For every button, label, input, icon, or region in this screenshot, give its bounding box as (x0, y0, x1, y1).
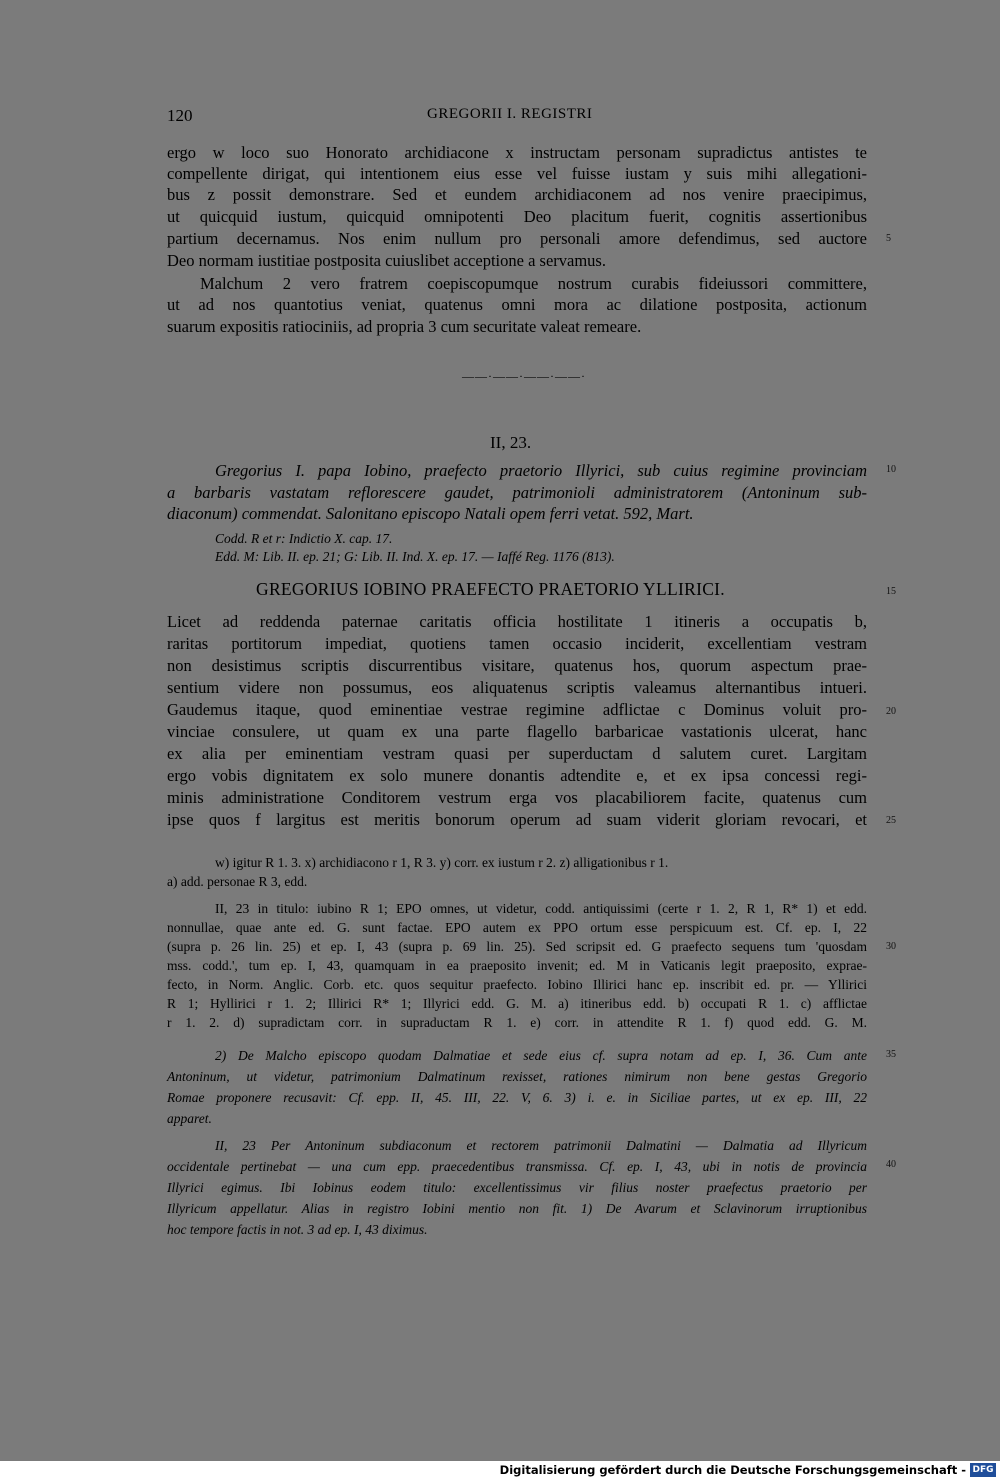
footer-credit: Digitalisierung gefördert durch die Deutsche Forschungsgemeinschaft - (499, 1463, 966, 1477)
editions-line: Edd. M: Lib. II. ep. 21; G: Lib. II. Ind. X. ep. 17. — Iaffé Reg. 1176 (813). (215, 549, 615, 564)
body-line: Gaudemus itaque, quod eminentiae vestrae regimine adflictae c Dominus voluit pro- (167, 700, 867, 719)
apparatus-line: nonnullae, quae ante ed. G. sunt factae. EPO autem ex PPO ortum esse perspicuum est. Cf. ep. I, 22 (167, 920, 867, 935)
text-line: ut quicquid iustum, quicquid omnipotenti Deo placitum fuerit, cognitis assertionibus (167, 207, 867, 226)
note-line: II, 23 Per Antoninum subdiaconum et rectorem patrimonii Dalmatini — Dalmatia ad Illyricum (215, 1138, 867, 1153)
apparatus-line: fecto, in Norm. Anglic. Corb. etc. quos sequitur praefecto. Iobino Illirici hanc ep. inscribit ed. pr. — Yllirici (167, 977, 867, 992)
note-line: hoc tempore factis in not. 3 ad ep. I, 43 diximus. (167, 1222, 428, 1237)
note-line: Romae proponere recusavit: Cf. epp. II, 45. III, 22. V, 6. 3) i. e. in Siciliae partes, ut ex ep. III, 22 (167, 1090, 867, 1105)
line-number: 20 (886, 706, 896, 717)
section-separator: ——·——·——·——· (462, 369, 586, 383)
text-line: bus z possit demonstrare. Sed et eundem archidiaconem ad nos venire praecipimus, (167, 185, 867, 204)
text-line: suarum expositis ratiociniis, ad propria 3 cum securitate valeat remeare. (167, 317, 642, 336)
line-number: 5 (886, 233, 891, 244)
text-line: Malchum 2 vero fratrem coepiscopumque nostrum curabis fideiussori committere, (200, 274, 867, 293)
summary-line: diaconum) commendat. Salonitano episcopo Natali opem ferri vetat. 592, Mart. (167, 504, 694, 523)
text-line: compellente dirigat, qui intentionem eius esse vel fuisse iustam y suis mihi allegationi- (167, 164, 867, 183)
apparatus-line: (supra p. 26 lin. 25) et ep. I, 43 (supra p. 69 lin. 25). Sed scripsit ed. G praefecto sequens tum 'quosdam (167, 939, 867, 954)
text-line: ergo w loco suo Honorato archidiacone x instructam personam supradictus antistes te (167, 143, 867, 162)
summary-line: Gregorius I. papa Iobino, praefecto praetorio Illyrici, sub cuius regimine provinciam (215, 461, 867, 480)
apparatus-line: II, 23 in titulo: iubino R 1; EPO omnes, ut videtur, codd. antiquissimi (certe r 1. 2, R 1, R* 1) et edd. (215, 901, 867, 916)
body-line: ex alia per eminentiam vestram quasi per superductam d salutem curet. Largitam (167, 744, 867, 763)
apparatus-line: R 1; Hyllirici r 1. 2; Illirici R* 1; Illyrici edd. G. M. a) itineribus edd. b) occupati R 1. c) afflictae (167, 996, 867, 1011)
page-number: 120 (167, 106, 193, 125)
text-line: Deo normam iustitiae postposita cuiuslibet acceptione a servamus. (167, 251, 606, 270)
line-number: 30 (886, 941, 896, 952)
line-number: 40 (886, 1159, 896, 1170)
note-line: occidentale pertinebat — una cum epp. praecedentibus transmissa. Cf. ep. I, 43, ubi in notis de provincia (167, 1159, 867, 1174)
digitization-footer (0, 1461, 1000, 1479)
body-line: minis administratione Conditorem vestrum erga vos placabiliorem facite, quatenus cum (167, 788, 867, 807)
summary-line: a barbaris vastatam reflorescere gaudet, patrimonioli administratorem (Antoninum sub- (167, 483, 867, 502)
text-line: partium decernamus. Nos enim nullum pro personali amore defendimus, sed auctore (167, 229, 867, 248)
running-title: GREGORII I. REGISTRI (427, 106, 593, 122)
body-line: vinciae consulere, ut quam ex una parte flagello barbaricae vastationis ulcerat, hanc (167, 722, 867, 741)
body-line: Licet ad reddenda paternae caritatis officia hostilitate 1 itineris a occupatis b, (167, 612, 867, 631)
apparatus-line: mss. codd.', tum ep. I, 43, quamquam in ea praeposito invenit; ed. M in Vaticanis legit praeposito, exprae- (167, 958, 867, 973)
body-line: non desistimus scriptis discurrentibus visitare, quatenus hos, quorum aspectum prae- (167, 656, 867, 675)
apparatus-line: r 1. 2. d) supradictam corr. in supraductam R 1. e) corr. in attendite R 1. f) quod edd. G. M. (167, 1015, 867, 1030)
letter-heading: GREGORIUS IOBINO PRAEFECTO PRAETORIO YLLIRICI. (256, 579, 725, 599)
dfg-logo: DFG (970, 1463, 996, 1477)
apparatus-line: a) add. personae R 3, edd. (167, 874, 308, 889)
note-line: Illyricum appellatur. Alias in registro Iobini mentio non fit. 1) De Avarum et Sclavinorum irruptionibus (167, 1201, 867, 1216)
note-line: 2) De Malcho episcopo quodam Dalmatiae et sede eius cf. supra notam ad ep. I, 36. Cum ante (215, 1048, 867, 1063)
line-number: 10 (886, 464, 896, 475)
body-line: raritas portitorum impediat, quotiens tamen occasio inciderit, excellentiam vestram (167, 634, 867, 653)
apparatus-line: w) igitur R 1. 3. x) archidiacono r 1, R 3. y) corr. ex iustum r 2. z) alligationibus r 1. (215, 855, 669, 870)
body-line: sentium videre non possumus, eos aliquatenus scriptis valeamus alternantibus intueri. (167, 678, 867, 697)
note-line: apparet. (167, 1111, 212, 1126)
letter-number: II, 23. (490, 433, 532, 452)
body-line: ipse quos f largitus est meritis bonorum operum ad suam viderit gloriam revocari, et (167, 810, 867, 829)
note-line: Antoninum, ut videtur, patrimonium Dalmatinum rexisset, rationes nimirum non bene gestas Gregorio (167, 1069, 867, 1084)
line-number: 35 (886, 1049, 896, 1060)
note-line: Illyrici egimus. Ibi Iobinus eodem titulo: excellentissimus vir filius noster praefectus praetorio per (167, 1180, 867, 1195)
body-line: ergo vobis dignitatem ex solo munere donantis adtendite e, et ex ipsa concessi regi- (167, 766, 867, 785)
line-number: 15 (886, 586, 896, 597)
codices-line: Codd. R et r: Indictio X. cap. 17. (215, 531, 393, 546)
line-number: 25 (886, 815, 896, 826)
text-line: ut ad nos quantotius veniat, quatenus omni mora ac dilatione postposita, actionum (167, 295, 867, 314)
